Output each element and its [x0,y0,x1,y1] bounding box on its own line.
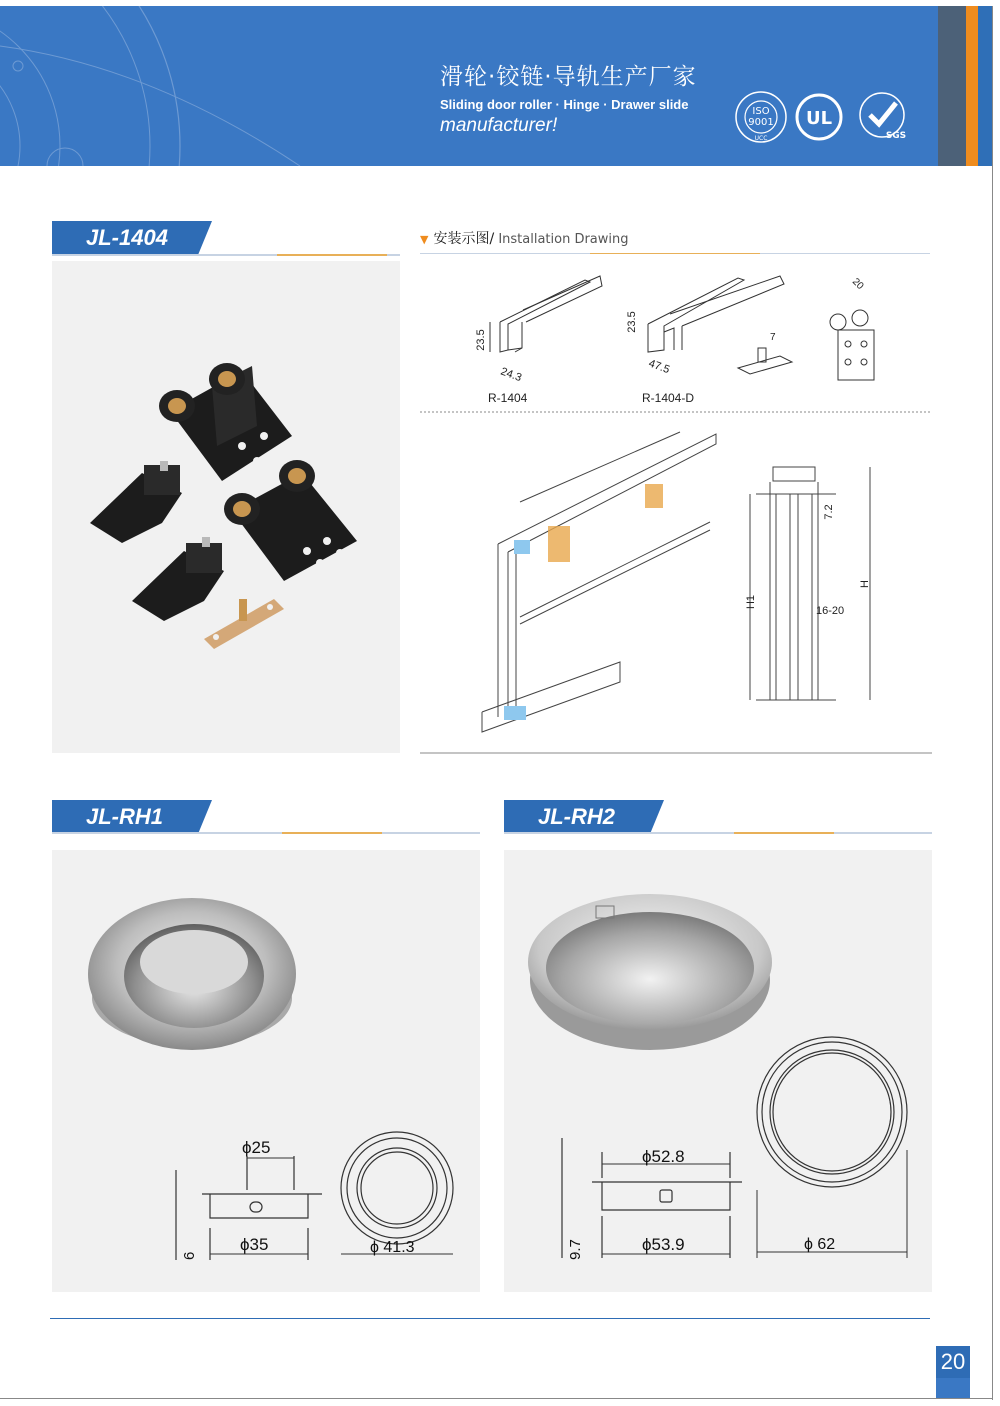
roller-bracket-2 [224,460,357,581]
jlrh1-drawing [52,850,480,1292]
ul-logo [797,95,841,139]
page-number: 20 [936,1346,970,1378]
rail-r1404d [648,276,784,352]
section-title-jl1404: JL-1404 [52,221,198,255]
certification-logos [734,88,914,146]
iso-logo [736,92,786,142]
product-panel-jlrh1 [52,850,480,1292]
frame-bottom [0,1398,993,1399]
rh2-dim-height: 9.7 [567,1239,584,1260]
dim-16-20: 16-20 [816,605,845,617]
jlrh1-photo [88,898,296,1050]
jl1404-rollers-illustration [52,261,400,753]
dim-h1: H1 [745,594,757,610]
jlrh2-photo [528,894,772,1050]
clip-2 [132,537,224,621]
rh1-dim-top: ϕ25 [242,1138,271,1157]
installation-heading [420,228,629,248]
roller-highlight-blue [514,540,530,554]
header-stripe-orange [966,6,978,166]
rh2-dim-top: ϕ52.8 [642,1147,685,1166]
iso-text-2: 9001 [748,117,774,128]
section-title-jlrh1: JL-RH1 [52,800,198,834]
header-title-cn: 滑轮·铰链·导轨生产厂家 [440,64,697,90]
sgs-text: SGS [885,131,907,141]
section-view [756,467,836,700]
bracket-highlight-orange [645,484,663,508]
installation-heading-en: Installation Drawing [494,232,629,247]
dim-7: 7 [770,332,776,343]
installation-drawing [420,262,932,754]
installation-underline [420,253,930,254]
frame-right [992,6,993,1400]
jlrh2-drawing [504,850,932,1292]
rh1-dim-outer: ϕ 41.3 [370,1239,415,1256]
roller-highlight-orange [548,526,570,562]
dim-24-3: 24.3 [498,365,524,385]
rh2-dim-bottom: ϕ53.9 [642,1235,685,1254]
guide-highlight-blue [504,706,526,720]
footer-line [50,1318,930,1319]
installation-heading-cn: 安装示图/ [433,231,495,247]
iso-text-3: UCC [754,135,768,142]
rail-r1404 [500,276,602,352]
section-underline-3 [504,832,932,834]
sgs-logo [860,93,906,141]
section-underline-2 [52,832,480,834]
guide-pin [204,599,284,649]
roller-bracket-1 [159,363,292,481]
header-stripe-gray [938,6,966,166]
rail-label-r1404: R-1404 [488,391,528,405]
header-title-en: Sliding door roller · Hinge · Drawer slide [440,97,689,112]
jlrh1-top-view [341,1132,453,1244]
dim-47-5: 47.5 [646,357,672,377]
section-title-jlrh2: JL-RH2 [504,800,650,834]
ul-text: UL [805,108,833,129]
jlrh2-top-view [757,1037,907,1187]
heading-triangle-icon: ▼ [420,233,429,246]
header-stripe-blue [978,6,992,166]
pin-sketch [738,348,792,374]
dim-7-2: 7.2 [823,504,835,520]
rh2-dim-outer: ϕ 62 [804,1236,836,1253]
rh1-dim-bottom: ϕ35 [240,1235,269,1254]
page-number-strip [936,1378,970,1398]
product-photo-jl1404 [52,261,400,753]
dim-23-5-b: 23.5 [626,311,638,333]
roller-sketch [830,310,874,380]
product-panel-jlrh2 [504,850,932,1292]
rh1-dim-height: 6 [181,1251,198,1260]
rail-label-r1404d: R-1404-D [642,391,695,405]
iso-text-1: ISO [752,106,770,117]
section-underline-1 [52,254,400,256]
dim-h: H [859,580,871,588]
dim-20: 20 [849,276,866,292]
header-title-en2: manufacturer! [440,115,558,136]
clip-1 [90,461,182,543]
dim-23-5-a: 23.5 [475,329,487,351]
door-perspective [482,432,716,732]
